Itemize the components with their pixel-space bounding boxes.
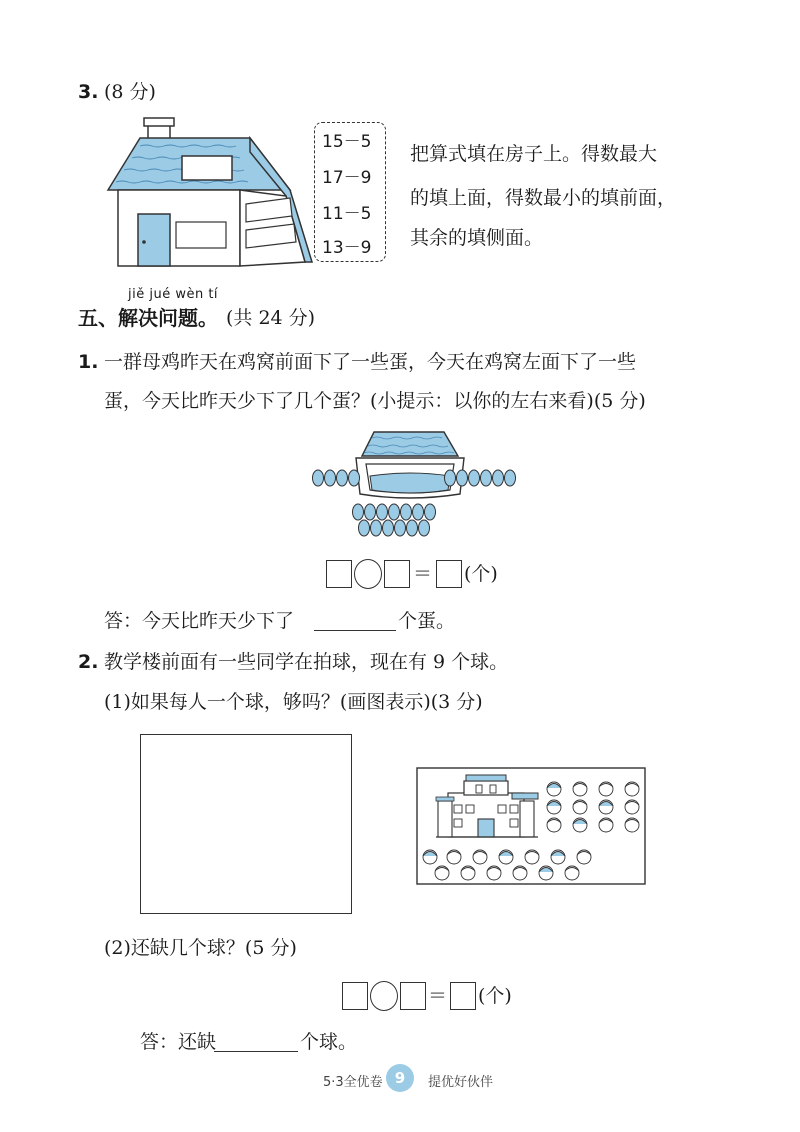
expression-2: 17－9 — [322, 168, 372, 188]
section-5-points: (共 24 分) — [226, 307, 316, 329]
expression-3: 11－5 — [322, 204, 372, 224]
problem-1-answer-prefix: 答：今天比昨天少下了 — [104, 610, 295, 632]
question-3-number: 3. — [78, 81, 99, 103]
problem-2-sub-2: (2)还缺几个球？(5 分) — [104, 937, 297, 959]
unit-label-1: (个) — [464, 563, 498, 585]
footer-slogan: 提优好伙伴 — [428, 1075, 494, 1090]
school-students-illustration — [416, 767, 646, 885]
equals-sign-1: ＝ — [413, 563, 433, 585]
drawing-area[interactable] — [140, 734, 352, 914]
answer-box-4[interactable] — [342, 982, 368, 1010]
problem-1-line-2: 蛋，今天比昨天少下了几个蛋？(小提示：以你的左右来看)(5 分) — [104, 390, 646, 412]
operator-circle-1[interactable] — [354, 559, 382, 589]
answer-box-2[interactable] — [384, 560, 410, 588]
expression-1: 15－5 — [322, 132, 372, 152]
problem-2-answer-suffix: 个球。 — [300, 1031, 358, 1053]
problem-2-number: 2. — [78, 651, 99, 673]
operator-circle-2[interactable] — [370, 981, 398, 1011]
answer-box-5[interactable] — [400, 982, 426, 1010]
section-5-pinyin: jiě jué wèn tí — [128, 287, 219, 302]
q3-instruction-line-2: 的填上面，得数最小的填前面， — [410, 187, 677, 209]
problem-2-line-1: 教学楼前面有一些同学在拍球，现在有 9 个球。 — [104, 651, 509, 673]
equals-sign-2: ＝ — [428, 985, 448, 1007]
problem-2-answer-blank[interactable] — [214, 1051, 298, 1052]
answer-box-3[interactable] — [436, 560, 462, 588]
unit-label-2: (个) — [478, 985, 512, 1007]
problem-2-sub-1: (1)如果每人一个球，够吗？(画图表示)(3 分) — [104, 691, 483, 713]
page-number-badge: 9 — [386, 1064, 414, 1092]
house-illustration — [100, 112, 315, 272]
nest-eggs-illustration — [310, 428, 520, 538]
section-5-title: 五、解决问题。 — [78, 306, 218, 330]
answer-box-1[interactable] — [326, 560, 352, 588]
question-3-points: (8 分) — [104, 81, 156, 103]
q3-instruction-line-1: 把算式填在房子上。得数最大 — [410, 143, 658, 165]
problem-2-answer-prefix: 答：还缺 — [140, 1031, 217, 1053]
footer-brand: 5·3全优卷 — [323, 1075, 383, 1090]
problem-1-answer-suffix: 个蛋。 — [398, 610, 456, 632]
answer-box-6[interactable] — [450, 982, 476, 1010]
expression-4: 13－9 — [322, 238, 372, 258]
problem-1-number: 1. — [78, 351, 99, 373]
problem-1-answer-blank[interactable] — [314, 630, 396, 631]
q3-instruction-line-3: 其余的填侧面。 — [410, 227, 544, 249]
problem-1-line-1: 一群母鸡昨天在鸡窝前面下了一些蛋，今天在鸡窝左面下了一些 — [104, 351, 637, 373]
